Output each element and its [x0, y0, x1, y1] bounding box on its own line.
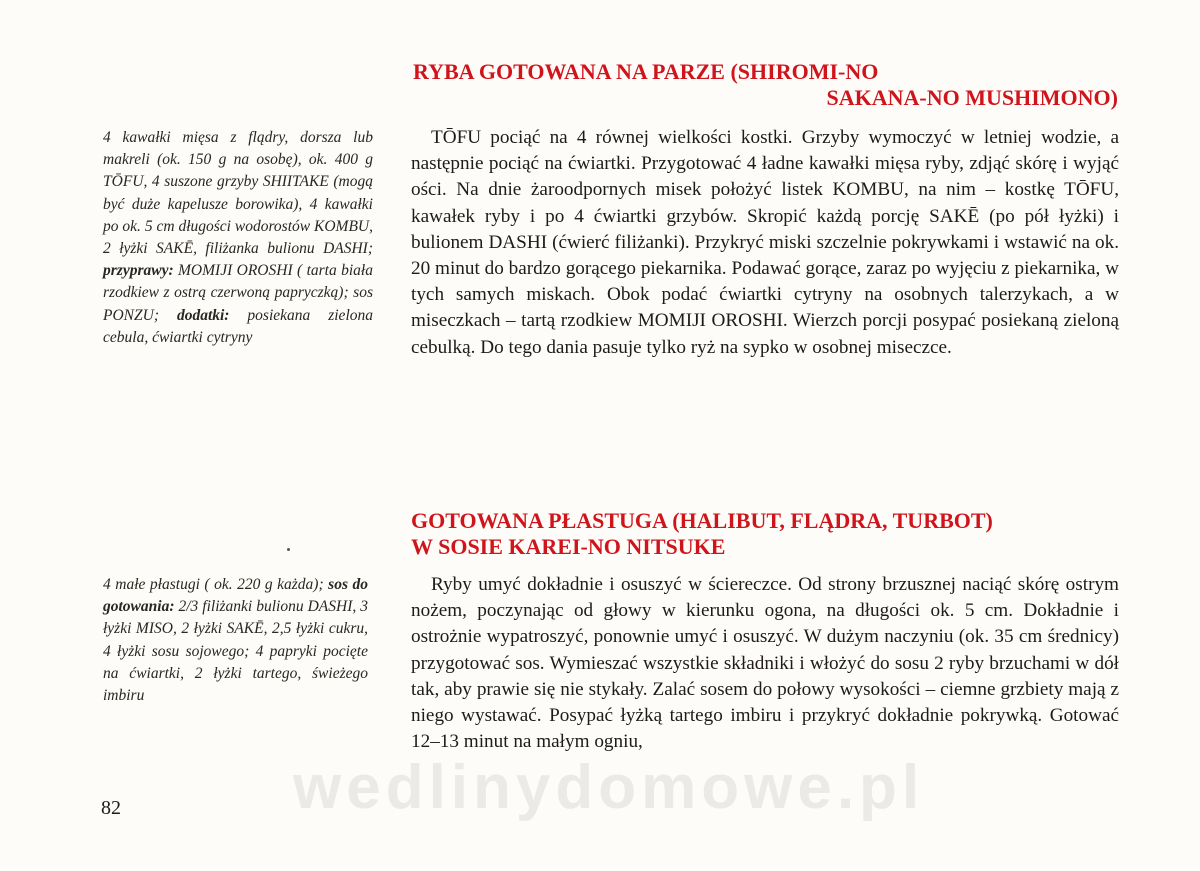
recipe2-ingredients: [103, 574, 368, 707]
recipe2-title-line2: W SOSIE KAREI-NO NITSUKE: [411, 534, 726, 559]
recipe1-spices-text: MOMIJI OROSHI ( tarta biała rzodkiew z ostrą czerwoną papryczką); sos PONZU;: [103, 262, 373, 324]
recipe2-body: Ryby umyć dokładnie i osuszyć w ściereczce. Od strony brzusznej naciąć skórę ostrym nożem, poczynając od głowy w kierunku ogona, na długości ok. 5 cm. Dokładnie i ostrożnie wypatroszyć, ponownie umyć i osuszyć. W dużym naczyniu (ok. 35 cm średnicy) przygotować sos. Wymieszać wszystkie składniki i włożyć do sosu 2 ryby brzuchami w dół tak, aby prawie się nie stykały. Zalać sosem do połowy wysokości – ciemne grzbiety mają z niego wystawać. Posypać łyżką tartego imbiru i przykryć dokładnie pokrywką. Gotować 12–13 minut na małym ogniu,: [411, 574, 1119, 753]
recipe1-spices-label: przyprawy:: [103, 262, 174, 280]
recipe1-ingredients-text: 4 kawałki mięsa z flądry, dorsza lub makreli (ok. 150 g na osobę), ok. 400 g TŌFU, 4 suszone grzyby SHIITAKE (mogą być duże kapelusze borowika), 4 kawałki po ok. 5 cm długości wodorostów KOMBU, 2 łyżki SAKĒ, filiżanka bulionu DASHI;: [103, 129, 373, 258]
watermark: wedlinydomowe.pl: [293, 753, 925, 822]
recipe2-instructions: [411, 572, 1119, 755]
recipe2-title: [411, 508, 993, 560]
recipe1-body: TŌFU pociąć na 4 równej wielkości kostki. Grzyby wymoczyć w letniej wodzie, a następnie pociąć na ćwiartki. Przygotować 4 ładne kawałki mięsa ryby, zdjąć skórę i wyjąć ości. Na dnie żaroodpornych misek położyć listek KOMBU, na nim – kostkę TŌFU, kawałek ryby i po 4 ćwiartki grzybów. Skropić każdą porcję SAKĒ (po pół łyżki) i bulionem DASHI (ćwierć filiżanki). Przykryć miski szczelnie pokrywkami i wstawić na ok. 20 minut do bardzo gorącego piekarnika. Podawać gorące, zaraz po wyjęciu z piekarnika, w tych samych miskach. Obok podać ćwiartki cytryny na osobnych talerzykach, a w miseczkach – tartą rzodkiew MOMIJI OROSHI. Wierzch porcji posypać posiekaną zieloną cebulką. Do tego dania pasuje tylko ryż na sypko w osobnej miseczce.: [411, 127, 1119, 358]
recipe2-title-line1: GOTOWANA PŁASTUGA (HALIBUT, FLĄDRA, TURBOT): [411, 508, 993, 533]
recipe1-extras-text: posiekana zielona cebula, ćwiartki cytryny: [103, 306, 373, 346]
recipe2-ingredients-text: 4 małe płastugi ( ok. 220 g każda);: [103, 576, 329, 593]
page-number: 82: [101, 797, 121, 819]
recipe2-sauce-label: sos do gotowania:: [103, 576, 368, 616]
stray-dot: [287, 548, 290, 551]
recipe1-title-line1: RYBA GOTOWANA NA PARZE (SHIROMI-NO: [413, 59, 879, 84]
recipe1-extras-label: dodatki:: [176, 306, 230, 324]
recipe1-title-line2: SAKANA-NO MUSHIMONO): [826, 85, 1118, 110]
recipe1-ingredients: [103, 127, 373, 349]
recipe2-sauce-text: 2/3 filiżanki bulionu DASHI, 3 łyżki MISO, 2 łyżki SAKĒ, 2,5 łyżki cukru, 4 łyżki sosu sojowego; 4 papryki pocięte na ćwiartki, 2 łyżki tartego, świeżego imbiru: [103, 598, 368, 705]
recipe1-instructions: [411, 125, 1119, 361]
